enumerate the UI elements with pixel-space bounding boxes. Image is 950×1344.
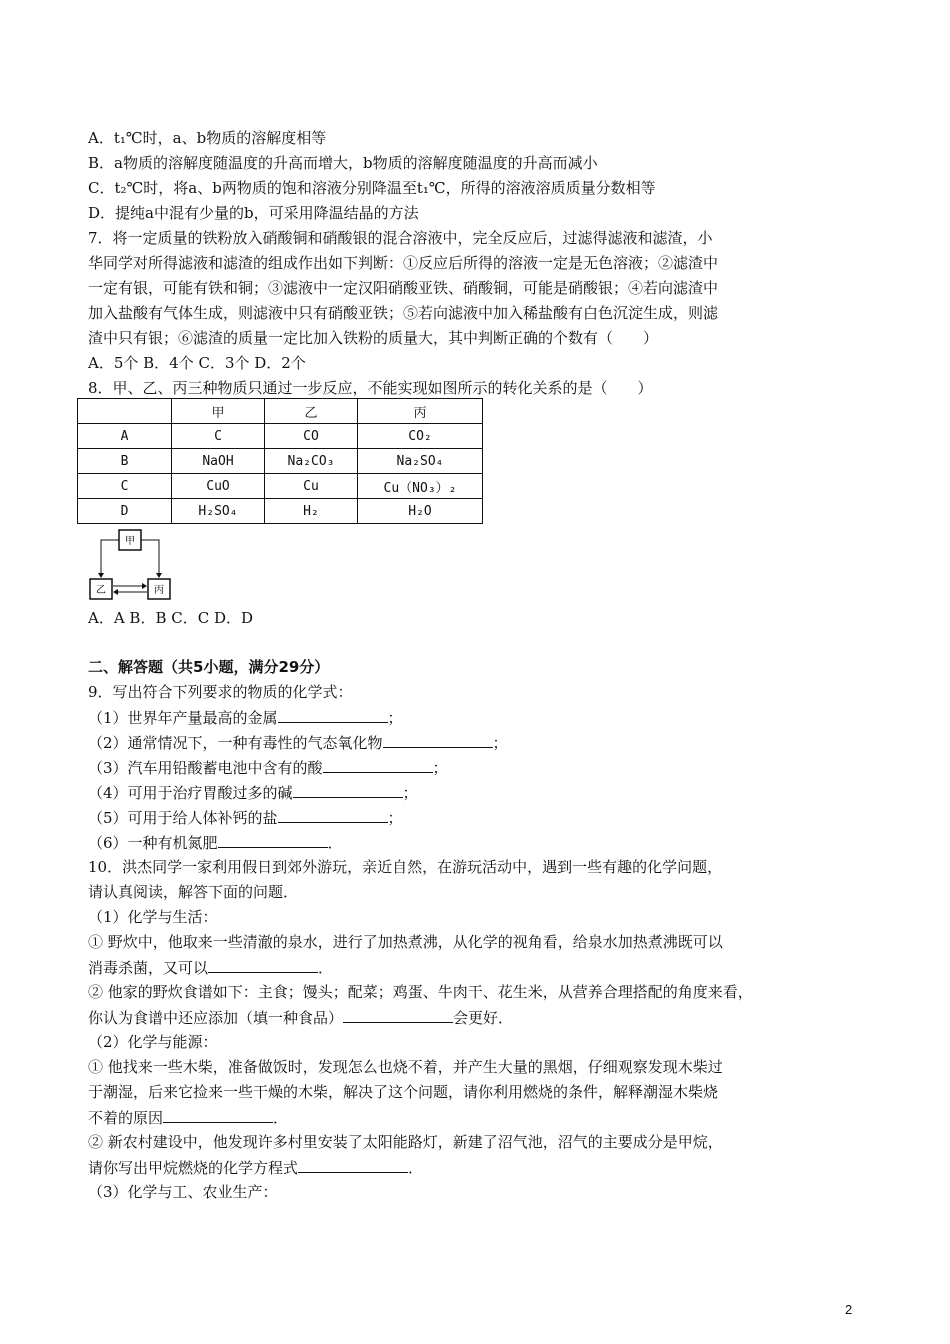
table-cell: NaOH (172, 449, 265, 474)
q9-item-6: （6）一种有机氮肥 ． (88, 834, 343, 852)
table-row (78, 449, 483, 474)
q7-options: A．5个 B．4个 C．3个 D．2个 (88, 354, 306, 372)
table-cell: CuO (172, 474, 265, 499)
answer-blank[interactable] (343, 1007, 453, 1023)
table-cell: CO₂ (358, 424, 483, 449)
table-cell: H₂ (265, 499, 358, 524)
diagram-label-left: 乙 (96, 585, 106, 596)
table-cell: 乙 (265, 399, 358, 424)
table-cell: C (172, 424, 265, 449)
answer-blank[interactable] (293, 782, 403, 798)
table-cell: H₂O (358, 499, 483, 524)
q9-item-3: （3）汽车用铅酸蓄电池中含有的酸 ； (88, 759, 448, 777)
table-cell: B (78, 449, 172, 474)
q6-option-a: A．t₁℃时，a、b物质的溶解度相等 (88, 129, 327, 147)
q9-stem: 9．写出符合下列要求的物质的化学式： (88, 683, 353, 701)
q10-part-2-item-1-line-1: ① 他找来一些木柴，准备做饭时，发现怎么也烧不着，并产生大量的黑烟，仔细观察发现木柴过 (88, 1058, 723, 1076)
q9-item-5: （5）可用于给人体补钙的盐 ； (88, 809, 403, 827)
q10-part-1-item-1-line-1: ① 野炊中，他取来一些清澈的泉水，进行了加热煮沸，从化学的视角看，给泉水加热煮沸既可以 (88, 933, 723, 951)
q7-stem-line-2: 华同学对所得滤液和滤渣的组成作出如下判断：①反应后所得的溶液一定是无色溶液；②滤渣中 (88, 254, 719, 272)
answer-blank[interactable] (278, 707, 388, 723)
table-cell: A (78, 424, 172, 449)
q7-stem-line-5: 渣中只有银；⑥滤渣的质量一定比加入铁粉的质量大，其中判断正确的个数有（ ） (88, 329, 659, 347)
q7-stem-line-1: 7．将一定质量的铁粉放入硝酸铜和硝酸银的混合溶液中，完全反应后，过滤得滤液和滤渣，小 (88, 229, 713, 247)
q6-option-c: C．t₂℃时，将a、b两物质的饱和溶液分别降温至t₁℃，所得的溶液溶质质量分数相等 (88, 179, 656, 197)
table-cell: D (78, 499, 172, 524)
table-row (78, 474, 483, 499)
table-cell: Na₂CO₃ (265, 449, 358, 474)
answer-blank[interactable] (218, 832, 328, 848)
q6-option-b: B．a物质的溶解度随温度的升高而增大，b物质的溶解度随温度的升高而减小 (88, 154, 598, 172)
q10-part-1-item-2-line-1: ② 他家的野炊食谱如下：主食；馒头；配菜；鸡蛋、牛肉干、花生米，从营养合理搭配的角度来看， (88, 983, 753, 1001)
q10-part-1-item-1-line-2: 消毒杀菌，又可以 ． (88, 959, 334, 977)
q9-item-1: （1）世界年产量最高的金属 ； (88, 709, 403, 727)
answer-blank[interactable] (278, 807, 388, 823)
q10-stem-line-1: 10．洪杰同学一家利用假日到郊外游玩，亲近自然，在游玩活动中，遇到一些有趣的化学问题， (88, 858, 723, 876)
arrow-top-to-left (101, 540, 119, 577)
table-cell: H₂SO₄ (172, 499, 265, 524)
q9-item-4: （4）可用于治疗胃酸过多的碱 ； (88, 784, 418, 802)
q7-stem-line-3: 一定有银，可能有铁和铜；③滤液中一定汉阳硝酸亚铁、硝酸铜，可能是硝酸银；④若向滤渣中 (88, 279, 719, 297)
table-cell (78, 399, 172, 424)
q10-part-2-item-1-line-2: 于潮湿，后来它捡来一些干燥的木柴，解决了这个问题，请你利用燃烧的条件，解释潮湿木柴烧 (88, 1083, 719, 1101)
section-2-title: 二、解答题（共5小题，满分29分） (88, 658, 330, 676)
q10-stem-line-2: 请认真阅读，解答下面的问题． (88, 883, 299, 901)
q8-stem: 8．甲、乙、丙三种物质只通过一步反应，不能实现如图所示的转化关系的是（ ） (88, 379, 653, 397)
q6-option-d: D．提纯a中混有少量的b，可采用降温结晶的方法 (88, 204, 419, 222)
answer-blank[interactable] (298, 1157, 408, 1173)
page-number: 2 (845, 1302, 853, 1317)
diagram-label-top: 甲 (125, 536, 135, 547)
diagram-label-right: 丙 (154, 585, 164, 596)
answer-blank[interactable] (323, 757, 433, 773)
q8-options: A．A B．B C．C D．D (88, 609, 254, 627)
answer-blank[interactable] (163, 1107, 273, 1123)
q9-item-2: （2）通常情况下，一种有毒性的气态氧化物 ； (88, 734, 508, 752)
table-cell: Cu (265, 474, 358, 499)
table-cell: CO (265, 424, 358, 449)
q10-part-1-item-2-line-2: 你认为食谱中还应添加（填一种食品） 会更好． (88, 1009, 514, 1027)
q7-stem-line-4: 加入盐酸有气体生成，则滤液中只有硝酸亚铁；⑤若向滤液中加入稀盐酸有白色沉淀生成，则滤 (88, 304, 719, 322)
q8-conversion-diagram (86, 528, 186, 604)
answer-blank[interactable] (208, 957, 318, 973)
table-cell: 丙 (358, 399, 483, 424)
table-row (78, 424, 483, 449)
q10-part-2-title: （2）化学与能源： (88, 1033, 218, 1051)
q10-part-2-item-2-line-2: 请你写出甲烷燃烧的化学方程式 ． (88, 1159, 424, 1177)
table-cell: Na₂SO₄ (358, 449, 483, 474)
q8-table (77, 398, 483, 524)
q10-part-3-title: （3）化学与工、农业生产： (88, 1183, 278, 1201)
table-row (78, 399, 483, 424)
table-cell: 甲 (172, 399, 265, 424)
table-row (78, 499, 483, 524)
table-cell: C (78, 474, 172, 499)
q10-part-1-title: （1）化学与生活： (88, 908, 218, 926)
arrow-top-to-right (141, 540, 159, 577)
q10-part-2-item-2-line-1: ② 新农村建设中，他发现许多村里安装了太阳能路灯，新建了沼气池，沼气的主要成分是甲烷， (88, 1133, 723, 1151)
answer-blank[interactable] (383, 732, 493, 748)
table-cell: Cu（NO₃）₂ (358, 474, 483, 499)
q10-part-2-item-1-line-3: 不着的原因 ． (88, 1109, 289, 1127)
